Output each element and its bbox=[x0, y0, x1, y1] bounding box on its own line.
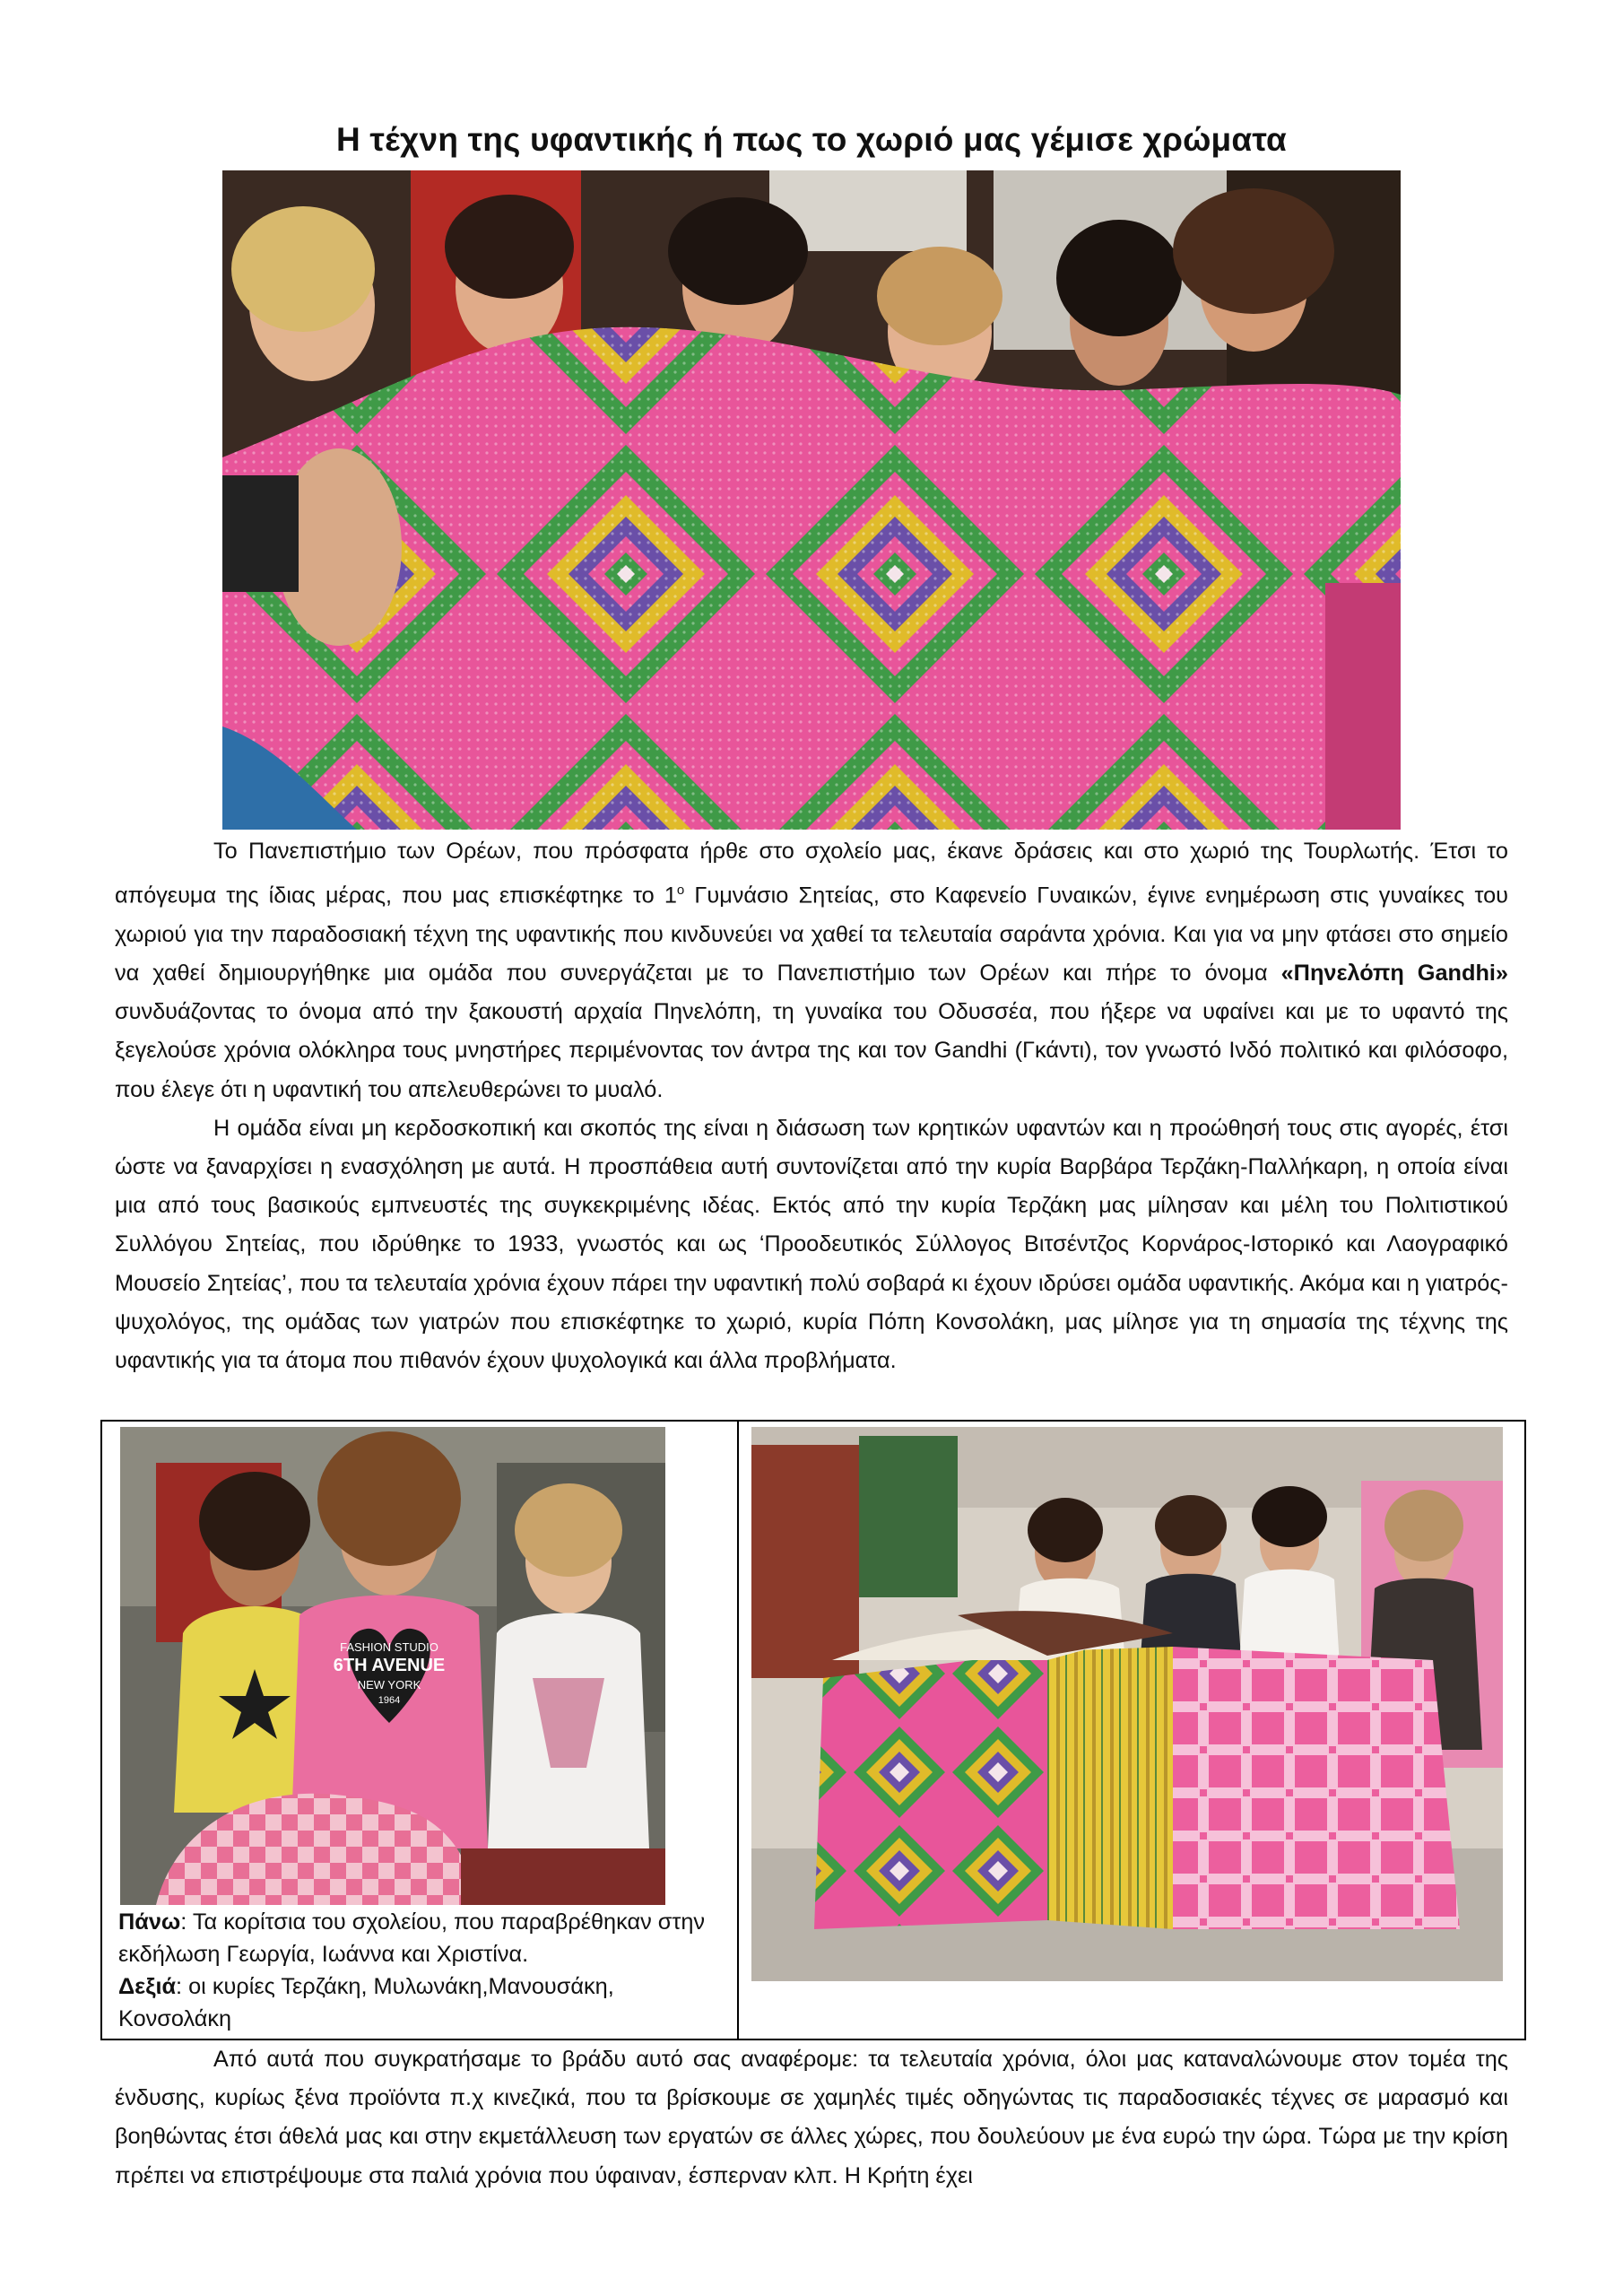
photo-caption bbox=[118, 1906, 710, 2035]
photo-caption-box bbox=[100, 1420, 1526, 2040]
caption-up-text: : Τα κορίτσια του σχολείου, που παραβρέθηκαν στην εκδήλωση Γεωργία, Ιωάννα και Χριστίνα. bbox=[118, 1909, 706, 1967]
article-body-continued bbox=[115, 2040, 1508, 2196]
article-body bbox=[115, 832, 1508, 1380]
caption-up-label: Πάνω bbox=[118, 1909, 181, 1935]
caption-right-text: : οι κυρίες Τερζάκη, Μυλωνάκη,Μανουσάκη, Κονσολάκη bbox=[118, 1974, 614, 2031]
caption-right-label: Δεξιά bbox=[118, 1974, 177, 1999]
box-divider bbox=[737, 1422, 739, 2039]
photo-women-holding-weaving bbox=[222, 170, 1401, 830]
shirt-print-line1: FASHION STUDIO bbox=[340, 1640, 438, 1654]
paragraph-2: Η ομάδα είναι μη κερδοσκοπική και σκοπός της είναι η διάσωση των κρητικών υφαντών και η προώθησή τους στις αγορές, έτσι ώστε να ξαναρχίσει η ενασχόληση με αυτά. Η προσπάθεια αυτή συντονίζεται από την κυρία Βαρβάρα Τερζάκη-Παλλήκαρη, η οποία είναι μια από τους βασικούς εμπνευστές της συγκεκριμένης ιδέας. Εκτός από την κυρία Τερζάκη μας μίλησαν και μέλη του Πολιτιστικού Συλλόγου Σητείας, που ιδρύθηκε το 1933, γνωστός και ως ‘Προοδευτικός Σύλλογος Βιτσέντζος Κορνάρος-Ιστορικό και Λαογραφικό Μουσείο Σητείας’, που τα τελευταία χρόνια έχουν πάρει την υφαντική πολύ σοβαρά κι έχουν ιδρύσει ομάδα υφαντικής. Ακόμα και η γιατρός-ψυχολόγος, της ομάδας των γιατρών που επισκέφτηκε το χωριό, κυρία Πόπη Κονσολάκη, μας μίλησε για τη σημασία της τέχνης της υφαντικής για τα άτομα που πιθανόν έχουν ψυχολογικά και άλλα προβλήματα. bbox=[115, 1115, 1508, 1374]
paragraph-1: Το Πανεπιστήμιο των Ορέων, που πρόσφατα ήρθε στο σχολείο μας, έκανε δράσεις και στο χωριό της Τουρλωτής. Έτσι το απόγευμα της ίδιας μέρας, που μας επισκέφτηκε το $1^o$ Γυμνάσιο Σητείας, στο Καφενείο Γυναικών, έγινε ενημέρωση στις γυναίκες του χωριού για την παραδοσιακή τέχνη της υφαντικής που κινδυνεύει να χαθεί τα τελευταία σαράντα χρόνια. Και για να μην φτάσει στο σημείο να χαθεί δημιουργήθηκε μια ομάδα που συνεργάζεται με το Πανεπιστήμιο των Ορέων και πήρε το όνομα «Πηνελόπη Gandhi» συνδυάζοντας το όνομα από την ξακουστή αρχαία Πηνελόπη, τη γυναίκα του Οδυσσέα, που ήξερε να υφαίνει και με το υφαντό της ξεγελούσε χρόνια ολόκληρα τους μνηστήρες περιμένοντας τον άντρα της και τον Gandhi (Γκάντι), τον γνωστό Ινδό πολιτικό και φιλόσοφο, που έλεγε ότι η υφαντική του απελευθερώνει το μυαλό. bbox=[115, 839, 1508, 1102]
shirt-print-line3: NEW YORK bbox=[357, 1678, 421, 1692]
page-title: Η τέχνη της υφαντικής ή πως το χωριό μας γέμισε χρώματα bbox=[336, 121, 1287, 158]
photo-women-at-table bbox=[751, 1427, 1503, 1981]
shirt-print-line2: 6TH AVENUE bbox=[333, 1656, 446, 1675]
paragraph-3: Από αυτά που συγκρατήσαμε το βράδυ αυτό σας αναφέρομε: τα τελευταία χρόνια, όλοι μας καταναλώνουμε στον τομέα της ένδυσης, κυρίως ξένα προϊόντα π.χ κινεζικά, που τα βρίσκουμε σε χαμηλές τιμές οδηγώντας τις παραδοσιακές τέχνες σε μαρασμό και βοηθώντας έτσι άθελά μας και στην εκμετάλλευση των εργατών σε άλλες χώρες, που δουλεύουν με ένα ευρώ την ώρα. Τώρα με την κρίση πρέπει να επιστρέψουμε στα παλιά χρόνια που ύφαιναν, έσπερναν κλπ. Η Κρήτη έχει bbox=[115, 2047, 1508, 2188]
shirt-print-line4: 1964 bbox=[378, 1695, 401, 1706]
photo-schoolgirls bbox=[120, 1427, 665, 1905]
